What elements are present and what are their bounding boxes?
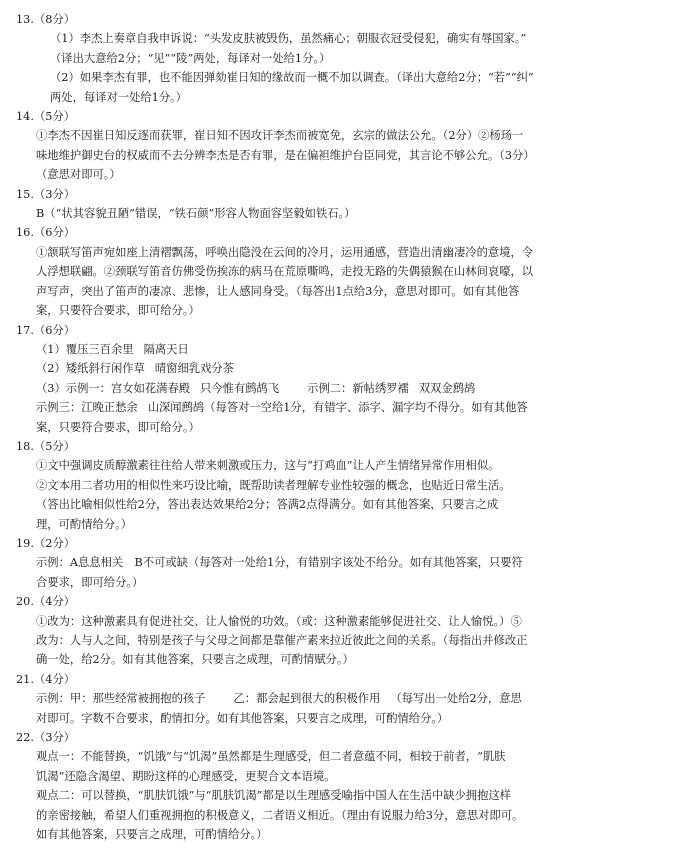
answer-line: 两处，每译对一处给1分。） — [50, 90, 188, 104]
answer-line: 人浮想联翩。②颈联写笛音仿佛受伤挨冻的病马在荒原嘶鸣，走投无路的失偶猿猴在山林间哀嚎，以 — [36, 265, 534, 279]
answer-line: 案，只要符合要求，即可给分。） — [36, 304, 200, 318]
answer-line: 观点二：可以替换，“肌肤饥饿”与“肌肤饥渴”都是以生理感受喻指中国人在生活中缺少拥抱这样 — [36, 789, 511, 803]
answer-line: 案，只要符合要求，即可给分。） — [36, 420, 200, 434]
answer-line: （2）矮纸斜行闲作草 晴窗细乳戏分茶 — [36, 362, 234, 376]
answer-line: 对即可。字数不合要求，酌情扣分。如有其他答案，只要言之成理，可酌情给分。） — [36, 711, 449, 725]
answer-line: （答出比喻相似性给2分，答出表达效果给2分；答满2点得满分。如有其他答案，只要言之成 — [36, 498, 499, 512]
answer-line: ①文中强调皮质醇激素往往给人带来刺激或压力，这与“打鸡血”让人产生情绪异常作用相似。 — [36, 459, 500, 473]
question-number: 13.（8分） — [16, 13, 76, 26]
answer-line: 如有其他答案，只要言之成理，可酌情给分。） — [36, 828, 268, 842]
question-20 — [16, 592, 682, 670]
question-15 — [16, 185, 682, 224]
question-22 — [16, 728, 682, 844]
answer-line: ①颔联写笛声宛如座上清褶飘荡，呼唤出隐没在云间的冷月，运用通感，营造出清幽凄冷的意境，令 — [36, 245, 534, 259]
answer-line: ①李杰不因崔日知反逐而获罪，崔日知不因攻讦李杰而被宽免，玄宗的做法公允。（2分）②杨玚一 — [36, 129, 524, 143]
question-14 — [16, 107, 682, 185]
answer-line: 示例：甲：那些经常被拥抱的孩子 乙：都会起到很大的积极作用 （每写出一处给2分，意思 — [36, 692, 522, 706]
answer-line: ①改为：这种激素具有促进社交、让人愉悦的功效。（或：这种激素能够促进社交、让人愉悦。）⑤ — [36, 614, 522, 628]
answer-line: 声写声，突出了笛声的凄凉、悲惨，让人感同身受。（每答出1点给3分，意思对即可。如有其他答 — [36, 284, 520, 298]
answer-line: （1）覆压三百余里 隔离天日 — [36, 342, 189, 356]
question-number: 18.（5分） — [16, 439, 76, 453]
question-number: 20.（4分） — [16, 595, 76, 609]
answer-line: 改为：人与人之间，特别是孩子与父母之间都是靠催产素来拉近彼此之间的关系。（每指出并修改正 — [36, 634, 528, 647]
question-16 — [16, 223, 682, 320]
answer-line: 合要求，即可给分。） — [36, 575, 144, 589]
answer-line: 味地维护御史台的权威而不去分辨李杰是否有罪，是在偏袒维护台臣同党，其言论不够公允。（3分） — [36, 148, 535, 162]
question-21 — [16, 670, 682, 728]
question-number: 22.（3分） — [16, 731, 76, 745]
answer-line: （译出大意给2分；“见”“陵”两处，每译对一处给1分。） — [50, 51, 331, 65]
question-19 — [16, 534, 682, 592]
answer-line: 观点一：不能替换，“饥饿”与“饥渴”虽然都是生理感受，但二者意蕴不同，相较于前者，“肌肤 — [36, 750, 506, 764]
question-18 — [16, 437, 682, 534]
question-number: 19.（2分） — [16, 536, 76, 550]
answer-line: （1）李杰上奏章自我申诉说：“头发皮肤被毁伤，虽然痛心；朝服衣冠受侵犯，确实有辱国家。” — [50, 32, 527, 46]
answer-line: B（“状其容貌丑陋”错误，“铁石颜”形容人物面容坚毅如铁石。） — [36, 207, 356, 221]
question-number: 16.（6分） — [16, 226, 76, 240]
question-number: 17.（6分） — [16, 323, 76, 337]
answer-line: 示例三：江晚正愁余 山深闻鹧鸪（每答对一空给1分，有错字、添字、漏字均不得分。如有其他答 — [36, 401, 528, 415]
answer-line: 理，可酌情给分。） — [36, 517, 133, 531]
answer-line: （3）示例一：宫女如花满春殿 只今惟有鹧鸪飞 示例二：新帖绣罗襦 双双金鹧鸪 — [36, 381, 476, 395]
question-13 — [16, 10, 682, 107]
question-17 — [16, 321, 682, 437]
question-number: 14.（5分） — [16, 110, 76, 124]
answer-line: ②文本用二者功用的相似性来巧设比喻，既帮助读者理解专业性较强的概念，也贴近日常生活。 — [36, 478, 511, 492]
answer-line: （意思对即可。） — [36, 168, 121, 182]
answer-line: 饥渴”还隐含渴望、期盼这样的心理感受，更契合文本语境。 — [36, 769, 336, 783]
answer-line: 的亲密接触，希望人们重视拥抱的积极意义，二者语义相近。（理由有说服力给3分，意思对即可。 — [36, 808, 524, 822]
answer-line: （2）如果李杰有罪，也不能因弹劾崔日知的缘故而一概不加以调查。（译出大意给2分；“若”“纠” — [50, 71, 534, 85]
answer-line: 确一处，给2分。如有其他答案，只要言之成理，可酌情赋分。） — [36, 653, 354, 667]
question-number: 15.（3分） — [16, 187, 76, 201]
answer-line: 示例：A息息相关 B不可或缺（每答对一处给1分，有错别字该处不给分。如有其他答案，只要符 — [36, 556, 523, 570]
question-number: 21.（4分） — [16, 672, 76, 686]
